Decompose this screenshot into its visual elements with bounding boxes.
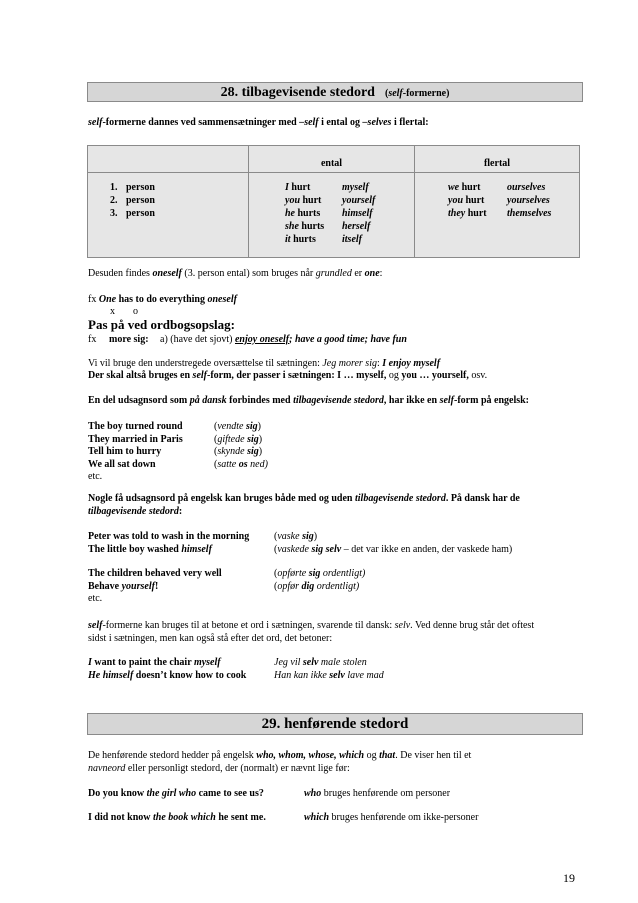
table-header-flertal: flertal [415,146,580,173]
relative-example-2: I did not know the book which he sent me. which bruges henførende om ikke-personer [88,812,479,823]
example-row: Peter was told to wash in the morning (vaske sig) [88,531,318,542]
section-28-subtitle: (self-formerne) [384,88,450,99]
ental-row: it hurts itself [285,234,362,245]
person-row: 3. person [110,208,155,219]
flertal-row: you hurt yourselves [448,195,550,206]
self-emphasis-paragraph: self-formerne kan bruges til at betone et ord i sætningen, svarende til dansk: selv. Ved denne brug står det oftest sidst i sætningen, men kan også stå efter det ord, det betoner: [88,620,535,644]
table-persons-cell [88,173,249,258]
wash-examples [88,531,513,556]
table-header-empty [88,146,249,173]
ental-row: he hurts himself [285,208,373,219]
section-28-header [87,82,583,102]
example-row: Behave yourself! (opfør dig ordentligt) [88,580,360,592]
oneself-line: Desuden findes oneself (3. person ental) som bruges når grundled er one: [88,268,383,279]
nogle-paragraph: Nogle få udsagnsord på engelsk kan bruges både med og uden tilbagevisende stedord. På dansk har de tilbagevisende stedord: [88,493,520,517]
emphasis-examples [88,657,384,682]
person-row: 2. person [110,195,155,206]
flertal-row: we hurt ourselves [448,182,546,193]
section-28-title: 28. tilbagevisende stedord [220,85,375,100]
x-o-markers: x o [110,306,138,317]
pronoun-table [87,145,580,258]
example-row: The children behaved very well (opførte sig ordentligt) [88,568,366,579]
example-row: I want to paint the chair myself Jeg vil selv male stolen [88,657,367,668]
definition-paragraph: De henførende stedord hedder på engelsk who, whom, whose, which og that. De viser hen til et navneord eller personligt stedord, der (normalt) er nævnt lige før: [88,750,472,774]
behave-examples [88,568,366,606]
fx-more-sig-line: fx more sig: a) (have det sjovt) enjoy oneself; have a good time; have fun [88,334,407,345]
ental-row: you hurt yourself [285,195,376,206]
relative-example-1: Do you know the girl who came to see us? who bruges henførende om personer [88,788,451,799]
intro-line: self-formerne dannes ved sammensætninger med –self i ental og –selves i flertal: [88,117,429,128]
fx-one-line: fx One has to do everything oneself [88,294,237,305]
page-number: 19 [563,871,575,885]
pas-paa-heading: Pas på ved ordbogsopslag: [88,317,235,332]
example-row: The little boy washed himself (vaskede sig selv – det var ikke en anden, der vaskede ham) [88,543,513,555]
table-header-ental: ental [249,146,415,173]
flertal-row: they hurt themselves [448,208,552,219]
ental-row: I hurt myself [285,182,369,193]
etc-label: etc. [88,593,103,604]
person-row: 1. person [110,182,155,193]
example-row: We all sat down (satte os ned) [88,458,268,470]
vi-vil-line: Vi vil bruge den understregede oversættelse til sætningen: Jeg morer sig: I enjoy myself [88,358,441,369]
example-row: The boy turned round (vendte sig) [88,421,261,432]
example-row: Tell him to hurry (skynde sig) [88,446,263,457]
examples-list-1 [88,421,268,484]
etc-label: etc. [88,471,103,482]
fx-more-sig-meaning: a) (have det sjovt) enjoy oneself; have a good time; have fun [160,334,407,345]
section-29-header [87,713,583,735]
table-ental-cell [249,173,415,258]
en-del-line: En del udsagnsord som på dansk forbindes med tilbagevisende stedord, har ikke en self-form på engelsk: [88,395,530,406]
der-skal-line: Der skal altså bruges en self-form, der passer i sætningen: I … myself, og you … yourself, osv. [88,370,488,381]
section-29-title: 29. henførende stedord [261,716,409,732]
example-row: They married in Paris (giftede sig) [88,433,263,445]
table-flertal-cell [415,173,580,258]
ental-row: she hurts herself [285,221,371,232]
example-row: He himself doesn’t know how to cook Han kan ikke selv lave mad [88,669,384,681]
